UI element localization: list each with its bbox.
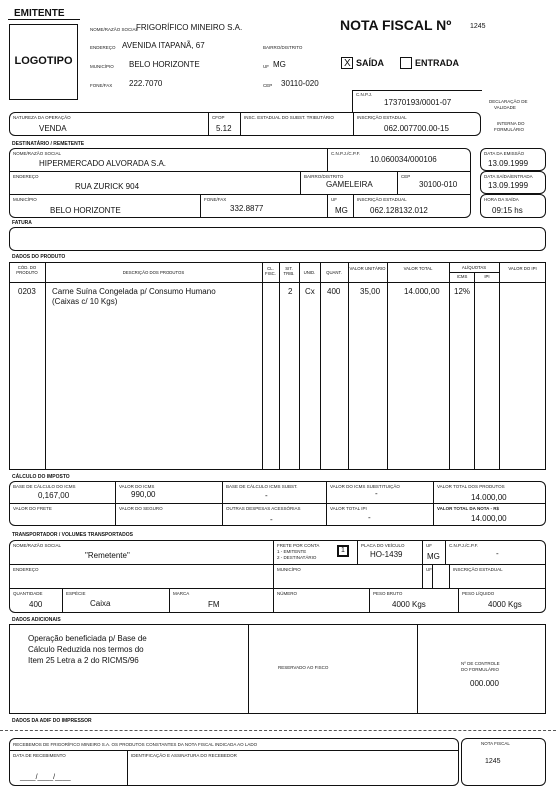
emitente-address: AVENIDA ITAPANÃ, 67: [122, 41, 205, 50]
transp-name-label: NOME/RAZÃO SOCIAL: [13, 543, 62, 548]
valor-icms-label: VALOR DO ICMS: [119, 484, 155, 489]
cfop: 5.12: [216, 124, 232, 133]
emitente-address-label: ENDEREÇO: [90, 45, 116, 50]
cfop-label: CFOP: [212, 115, 225, 120]
control: 000.000: [470, 679, 499, 688]
dest-name: HIPERMERCADO ALVORADA S.A.: [39, 159, 166, 168]
row-valor-unit: 35,00: [360, 287, 381, 296]
adicionais-text-2: Cálculo Reduzida nos termos do: [28, 645, 144, 654]
outras-label: OUTRAS DESPESAS ACESSÓRIAS: [226, 506, 301, 511]
frete-value: 1: [341, 547, 345, 554]
peso-liq-label: PESO LÍQUIDO: [462, 591, 495, 596]
dest-phone: 332.8877: [230, 204, 264, 213]
dest-ie-label: INSCRIÇÃO ESTADUAL: [357, 197, 407, 202]
imposto-section-title: CÁLCULO DO IMPOSTO: [12, 474, 70, 480]
emitente-name-label: NOME/RAZÃO SOCIAL: [90, 27, 139, 32]
col-sit-trib: SIT. TRIB.: [283, 266, 295, 276]
emitente-section-title: EMITENTE: [14, 8, 65, 19]
col-qtde: QUANT.: [326, 270, 342, 275]
recibo-date-label: DATA DE RECEBIMENTO: [13, 753, 66, 758]
entrada-label: ENTRADA: [415, 58, 459, 68]
frete-value-box[interactable]: [337, 545, 349, 557]
dest-phone-label: FONE/FAX: [204, 197, 227, 202]
transp-cnpj: -: [496, 549, 499, 558]
col-cl-fisc: CL. FISC.: [265, 266, 276, 276]
side-note-2: VALIDADE: [494, 105, 516, 110]
base-icms-label: BASE DE CÁLCULO DO ICMS: [13, 484, 76, 489]
destinatario-section-title: DESTINATÁRIO / REMETENTE: [12, 141, 85, 147]
especie: Caixa: [90, 599, 111, 608]
ie-sub-label: INSC. ESTADUAL DO SUBST. TRIBUTÁRIO: [244, 115, 334, 120]
transp-cnpj-label: C.N.P.J./C.P.F.: [449, 543, 479, 548]
row-icms: 12%: [454, 287, 471, 296]
nota-title: NOTA FISCAL Nº: [340, 17, 452, 33]
transp-ie-label: INSCRIÇÃO ESTADUAL: [453, 567, 503, 572]
valor-subst: -: [375, 489, 378, 498]
recibo-sign-label: IDENTIFICAÇÃO E ASSINATURA DO RECEBEDOR: [131, 753, 237, 758]
recibo-date-value[interactable]: ____/____/____: [20, 774, 71, 781]
frete-label-2: 1 - EMITENTE: [277, 549, 307, 554]
frete-label: VALOR DO FRETE: [13, 506, 52, 511]
saida-date-label: DATA SAÍDA/ENTRADA: [484, 174, 533, 179]
nature-label: NATUREZA DA OPERAÇÃO: [13, 115, 71, 120]
dest-cnpj-label: C.N.P.J./C.P.F.: [331, 151, 361, 156]
dest-bairro: GAMELEIRA: [326, 180, 373, 189]
row-unid: Cx: [305, 287, 315, 296]
seguro-label: VALOR DO SEGURO: [119, 506, 163, 511]
ie-label: INSCRIÇÃO ESTADUAL: [357, 115, 407, 120]
row-desc-1: Carne Suína Congelada p/ Consumo Humano: [52, 287, 216, 296]
dest-city-label: MUNICÍPIO: [13, 197, 37, 202]
ipi-total: -: [368, 513, 371, 522]
total-prod: 14.000,00: [471, 493, 507, 502]
total-nota-label: VALOR TOTAL DA NOTA - R$: [437, 506, 499, 511]
dest-uf: MG: [335, 206, 348, 215]
row-qtde: 400: [327, 287, 341, 296]
transp-address-label: ENDEREÇO: [13, 567, 39, 572]
emitente-phone-label: FONE/FAX: [90, 83, 113, 88]
emissao: 13.09.1999: [488, 159, 529, 168]
fatura-box: [9, 227, 546, 251]
control-label-1: Nº DE CONTROLE: [461, 661, 500, 666]
emissao-label: DATA DA EMISSÃO: [484, 151, 525, 156]
valor-subst-label: VALOR DO ICMS SUBSTITUIÇÃO: [330, 484, 400, 489]
dest-cep-label: CEP: [401, 174, 411, 179]
transp-uf: MG: [427, 552, 440, 561]
emitente-uf-label: UF: [263, 64, 269, 69]
row-valor-total: 14.000,00: [404, 287, 440, 296]
total-prod-label: VALOR TOTAL DOS PRODUTOS: [437, 484, 505, 489]
cut-line: [0, 730, 556, 731]
nature: VENDA: [39, 124, 67, 133]
col-desc: DESCRIÇÃO DOS PRODUTOS: [122, 270, 185, 275]
adicionais-text-3: Item 25 Letra a 2 do RICMS/96: [28, 656, 139, 665]
col-valor-unit: VALOR UNITÁRIO: [349, 266, 386, 271]
especie-label: ESPÉCIE: [66, 591, 86, 596]
emitente-uf: MG: [273, 60, 286, 69]
peso-bruto-label: PESO BRUTO: [373, 591, 403, 596]
nota-number: 1245: [470, 23, 486, 30]
dest-city: BELO HORIZONTE: [50, 206, 121, 215]
emitente-cnpj-label: C.N.P.J.: [356, 92, 373, 97]
transp-uf2-label: UF: [426, 567, 432, 572]
hora: 09:15 hs: [492, 206, 523, 215]
outras: -: [270, 515, 273, 524]
produtos-section-title: DADOS DO PRODUTO: [12, 254, 66, 260]
emitente-cep-label: CEP: [263, 83, 273, 88]
transportador-section-title: TRANSPORTADOR / VOLUMES TRANSPORTADOS: [12, 532, 133, 538]
col-aliquotas: ALÍQUOTAS: [461, 265, 487, 270]
dest-address: RUA ZURICK 904: [75, 182, 140, 191]
reserved-fisco: RESERVADO AO FISCO: [278, 665, 329, 670]
valor-icms: 990,00: [131, 490, 156, 499]
ipi-total-label: VALOR TOTAL IPI: [330, 506, 367, 511]
adicionais-text-1: Operação beneficiada p/ Base de: [28, 634, 147, 643]
marca: FM: [208, 600, 220, 609]
row-code: 0203: [18, 287, 36, 296]
base-icms: 0,167,00: [38, 491, 70, 500]
transp-name: "Remetente": [85, 551, 130, 560]
col-valor-ipi: VALOR DO IPI: [508, 266, 537, 271]
placa-label: PLACA DO VEÍCULO: [361, 543, 405, 548]
marca-label: MARCA: [173, 591, 190, 596]
col-valor-total: VALOR TOTAL: [403, 266, 433, 271]
dest-name-label: NOME/RAZÃO SOCIAL: [13, 151, 62, 156]
entrada-checkbox[interactable]: [400, 57, 412, 69]
total-nota: 14.000,00: [471, 514, 507, 523]
adicionais-section-title: DADOS ADICIONAIS: [12, 617, 61, 623]
col-icms: ICMS: [456, 274, 468, 279]
impressor-section-title: DADOS DA ADIF DO IMPRESSOR: [12, 718, 92, 724]
col-code: CÓD. DO PRODUTO: [16, 265, 38, 275]
emitente-city-label: MUNICÍPIO: [90, 64, 114, 69]
peso-liq: 4000 Kgs: [488, 600, 522, 609]
frete-label-1: FRETE POR CONTA: [277, 543, 320, 548]
base-subst: -: [265, 491, 268, 500]
saida-date: 13.09.1999: [488, 181, 529, 190]
row-sit-trib: 2: [288, 287, 293, 296]
emitente-cnpj: 17370193/0001-07: [384, 98, 452, 107]
saida-label: SAÍDA: [356, 58, 385, 68]
dest-cnpj: 10.060034/000106: [370, 155, 437, 164]
saida-checkbox[interactable]: [341, 57, 353, 69]
emitente-phone: 222.7070: [129, 79, 163, 88]
numero-label: NÚMERO: [277, 591, 297, 596]
transp-uf-label: UF: [426, 543, 432, 548]
side-note-3: INTERNA DO: [497, 121, 525, 126]
logo: LOGOTIPO: [14, 55, 73, 67]
transp-city-label: MUNICÍPIO: [277, 567, 301, 572]
recibo-nota-number: 1245: [485, 758, 501, 765]
fatura-section-title: FATURA: [12, 220, 32, 226]
peso-bruto: 4000 Kgs: [392, 600, 426, 609]
emitente-name: FRIGORÍFICO MINEIRO S.A.: [136, 23, 243, 32]
placa: HO-1439: [370, 550, 403, 559]
recibo-text: RECEBEMOS DE FRIGORÍFICO MINEIRO S.A. OS PRODUTOS CONSTANTES DA NOTA FISCAL INDICADA AO LADO: [13, 742, 258, 747]
recibo-nota-label: NOTA FISCAL: [481, 741, 510, 746]
emitente-city: BELO HORIZONTE: [129, 60, 200, 69]
qtd: 400: [29, 600, 43, 609]
saida-mark: X: [344, 58, 351, 69]
emitente-bairro-label: BAIRRO/DISTRITO: [263, 45, 303, 50]
dest-uf-label: UF: [331, 197, 337, 202]
control-label-2: DO FORMULÁRIO: [461, 667, 500, 672]
base-subst-label: BASE DE CÁLCULO ICMS SUBST.: [226, 484, 298, 489]
qtd-label: QUANTIDADE: [13, 591, 43, 596]
dest-bairro-label: BAIRRO/DISTRITO: [304, 174, 344, 179]
col-unid: UNID.: [303, 270, 316, 275]
hora-label: HORA DA SAÍDA: [484, 197, 519, 202]
emitente-cep: 30110-020: [281, 79, 319, 88]
side-note-1: DECLARAÇÃO DE: [489, 99, 528, 104]
logo-box: [9, 24, 78, 100]
ie: 062.007700.00-15: [384, 124, 449, 133]
dest-ie: 062.128132.012: [370, 206, 428, 215]
row-desc-2: (Caixas c/ 10 Kgs): [52, 297, 118, 306]
side-note-4: FORMULÁRIO: [494, 127, 525, 132]
frete-label-3: 2 - DESTINATÁRIO: [277, 555, 317, 560]
dest-address-label: ENDEREÇO: [13, 174, 39, 179]
col-ipi: IPI: [484, 274, 490, 279]
dest-cep: 30100-010: [419, 180, 458, 189]
